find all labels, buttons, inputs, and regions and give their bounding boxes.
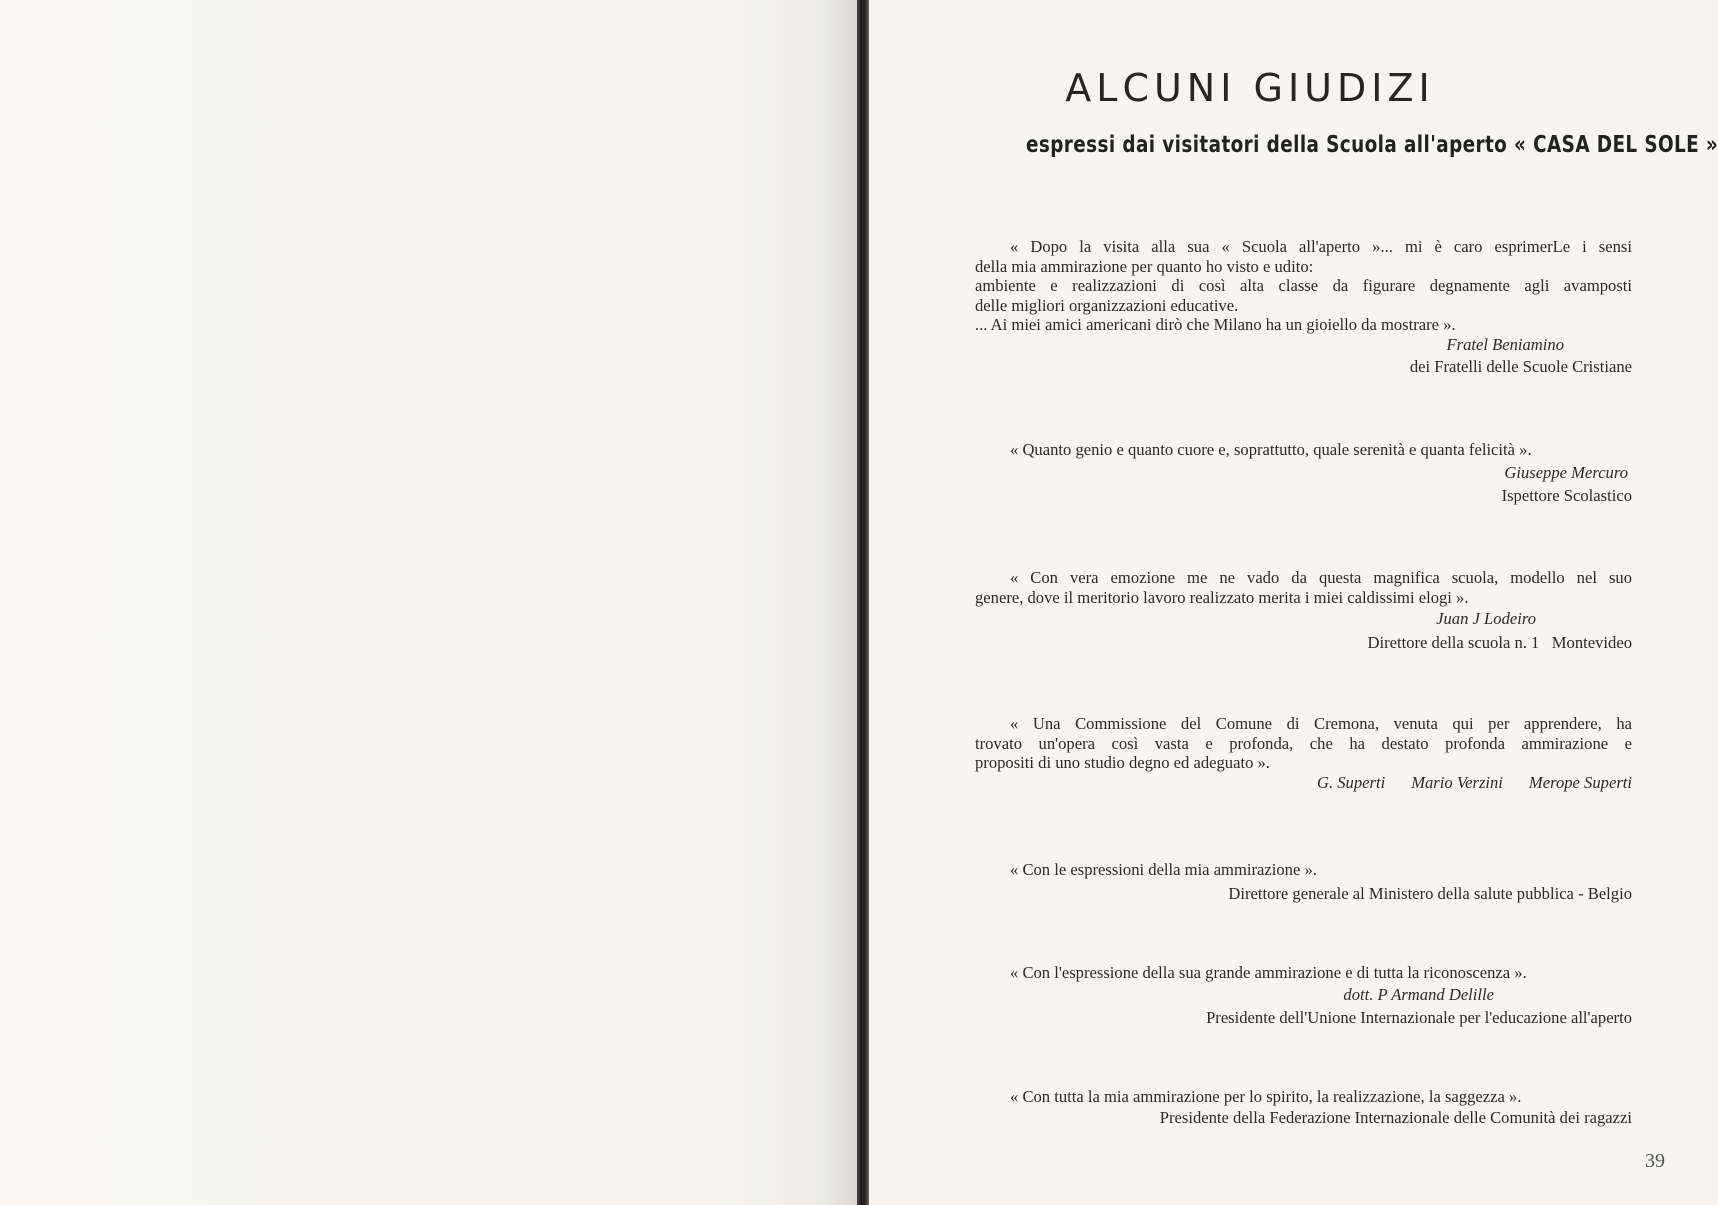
testimonial-signature <box>975 1108 1632 1128</box>
quote-line: propositi di uno studio degno ed adeguato ». <box>975 753 1270 772</box>
testimonial-signature <box>975 985 1632 1028</box>
signer-name: Giuseppe Mercuro <box>1504 462 1628 482</box>
testimonial-quote <box>975 1087 1632 1107</box>
signer-role: Ispettore Scolastico <box>1501 486 1632 505</box>
quote-line: della mia ammirazione per quanto ho visto e udito: <box>975 256 1314 276</box>
testimonial-entry <box>975 714 1632 792</box>
signer-role: Direttore generale al Ministero della salute pubblica - Belgio <box>1228 883 1632 903</box>
testimonial-quote <box>975 714 1632 773</box>
signer-name: G. Superti <box>1316 772 1386 792</box>
testimonial-signature <box>975 463 1632 506</box>
testimonial-quote <box>975 440 1632 460</box>
testimonial-quote <box>975 860 1632 880</box>
testimonial-entry <box>975 860 1632 903</box>
quote-line: « Con vera emozione me ne vado da questa magnifica scuola, modello nel suo <box>1010 568 1632 587</box>
testimonial-entry <box>975 568 1632 652</box>
quote-line: genere, dove il meritorio lavoro realizzato merita i miei caldissimi elogi ». <box>975 587 1469 607</box>
signer-name: Fratel Beniamino <box>1446 334 1564 354</box>
quote-line: trovato un'opera così vasta e profonda, che ha destato profonda ammirazione e <box>975 733 1632 753</box>
quote-line: delle migliori organizzazioni educative. <box>975 295 1239 315</box>
quote-line: ... Ai miei amici americani dirò che Milano ha un gioiello da mostrare ». <box>975 315 1456 334</box>
left-page-blank <box>0 0 858 1205</box>
page-number: 39 <box>1645 1150 1665 1172</box>
testimonial-signature <box>975 609 1632 652</box>
testimonial-quote <box>975 963 1632 983</box>
testimonial-quote <box>975 237 1632 335</box>
page-subtitle: espressi dai visitatori della Scuola all'aperto « CASA DEL SOLE » <box>1026 132 1718 158</box>
signer-role: dei Fratelli delle Scuole Cristiane <box>1409 357 1632 376</box>
page-title: ALCUNI GIUDIZI <box>1065 66 1435 110</box>
testimonial-entry <box>975 237 1632 377</box>
quote-line: « Dopo la visita alla sua « Scuola all'aperto »... mi è caro esprimerLe i sensi <box>1010 237 1632 256</box>
quote-line: ambiente e realizzazioni di così alta classe da figurare degnamente agli avamposti <box>975 276 1632 295</box>
testimonial-quote <box>975 568 1632 607</box>
signer-name: Mario Verzini <box>1411 772 1503 792</box>
signer-role: Presidente della Federazione Internazionale delle Comunità dei ragazzi <box>1159 1107 1632 1127</box>
signer-name: Juan J Lodeiro <box>1436 609 1536 628</box>
testimonial-signatures <box>975 773 1632 793</box>
signer-role: Direttore della scuola n. 1 Montevideo <box>1367 632 1632 652</box>
quote-line: « Con le espressioni della mia ammirazione ». <box>1010 860 1317 879</box>
book-gutter <box>857 0 869 1205</box>
signer-name: Merope Superti <box>1528 772 1632 792</box>
quote-line: « Una Commissione del Comune di Cremona, venuta qui per apprendere, ha <box>1010 714 1632 733</box>
quote-line: « Con tutta la mia ammirazione per lo spirito, la realizzazione, la saggezza ». <box>1010 1087 1522 1106</box>
quote-line: « Con l'espressione della sua grande ammirazione e di tutta la riconoscenza ». <box>1010 963 1527 982</box>
testimonial-signature <box>975 335 1632 377</box>
signer-role: Presidente dell'Unione Internazionale per l'educazione all'aperto <box>1206 1008 1632 1027</box>
testimonial-entry <box>975 1087 1632 1127</box>
quote-line: « Quanto genio e quanto cuore e, soprattutto, quale serenità e quanta felicità ». <box>1010 440 1532 459</box>
testimonial-signature <box>975 884 1632 904</box>
signer-name: dott. P Armand Delille <box>1343 984 1494 1004</box>
testimonial-entry <box>975 440 1632 506</box>
testimonial-entry <box>975 963 1632 1028</box>
